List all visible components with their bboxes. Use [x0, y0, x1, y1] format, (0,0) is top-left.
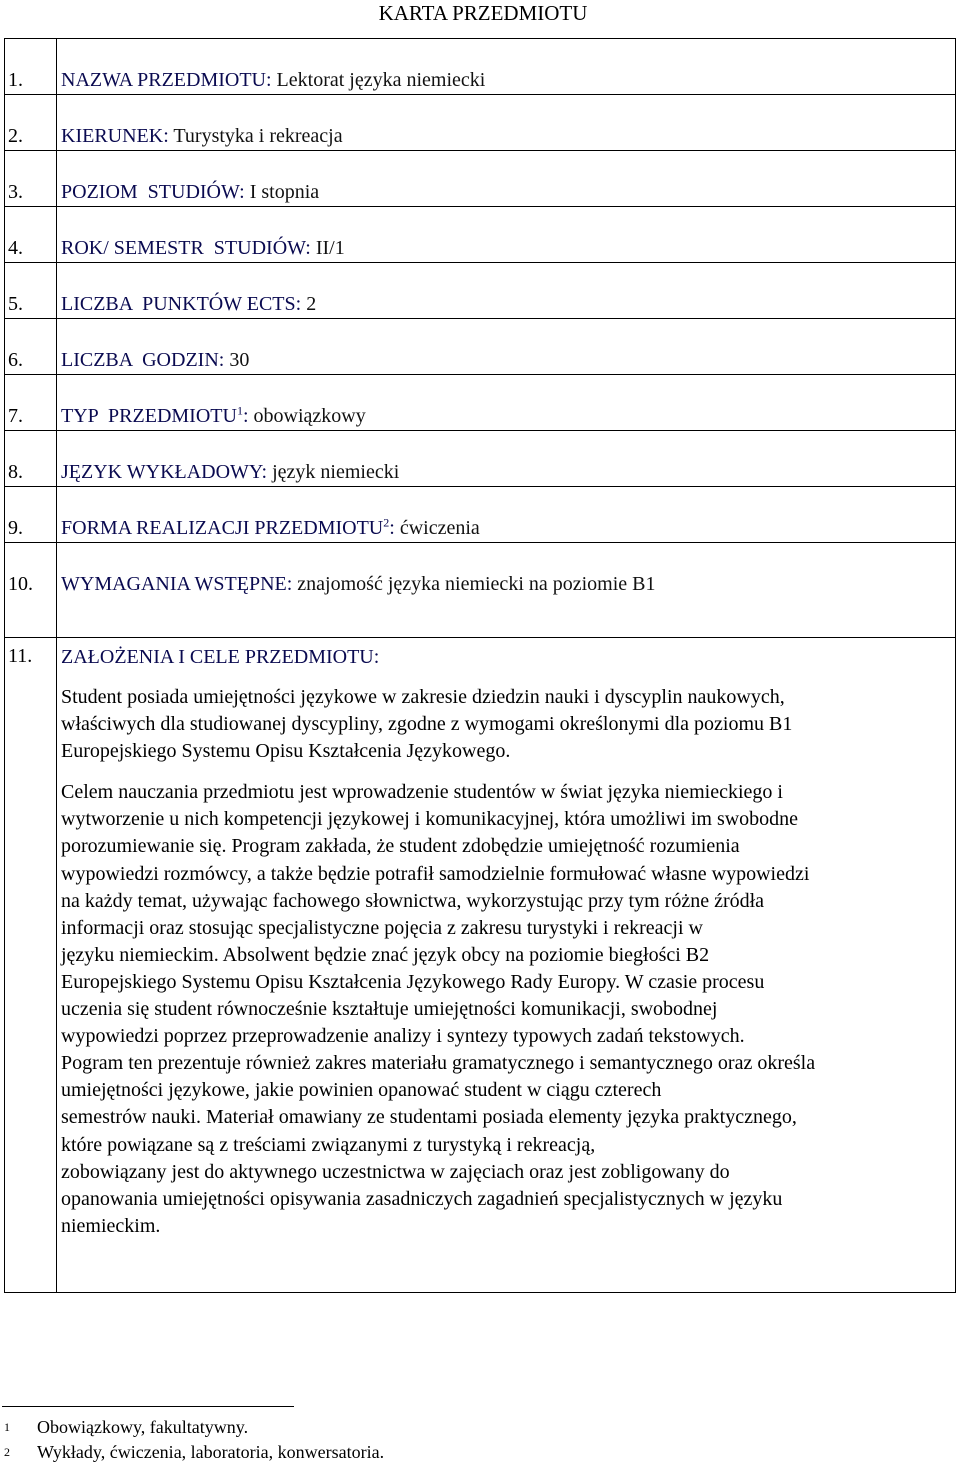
text-line: Europejskiego Systemu Opisu Kształcenia Językowego.: [61, 740, 511, 763]
document-title: KARTA PRZEDMIOTU: [378, 1, 588, 25]
item-value: I stopnia: [249, 181, 320, 203]
item-label: ROK/ SEMESTR STUDIÓW:: [61, 237, 311, 259]
item-label: NAZWA PRZEDMIOTU:: [61, 69, 272, 91]
item-value: znajomość języka niemiecki na poziomie B1: [297, 573, 656, 595]
item-value: język niemiecki: [272, 461, 400, 483]
footnote-ref: 1: [236, 403, 243, 418]
item-content: [57, 431, 956, 487]
subject-card-table: [4, 38, 956, 1293]
row-form: [5, 487, 956, 543]
item-number: 1.: [5, 39, 57, 95]
item-content: [57, 375, 956, 431]
item-label: FORMA REALIZACJI PRZEDMIOTU: [61, 517, 384, 539]
item-number: 7.: [5, 375, 57, 431]
footnote-1: [4, 1416, 248, 1438]
row-year-semester: [5, 207, 956, 263]
item-value: Lektorat języka niemiecki: [276, 69, 486, 91]
text-line: informacji oraz stosując specjalistyczne pojęcia z zakresu turystyki i rekreacji w: [61, 916, 703, 939]
text-line: semestrów nauki. Materiał omawiany ze studentami posiada elementy języka praktycznego,: [61, 1106, 797, 1129]
item-label-suffix: :: [242, 405, 249, 427]
row-field-of-study: [5, 95, 956, 151]
item-value: 30: [229, 349, 250, 371]
item-value: obowiązkowy: [253, 405, 366, 427]
text-line: uczenia się student równocześnie kształtuje umiejętności komunikacji, swobodnej: [61, 998, 718, 1021]
text-line: na każdy temat, używając fachowego słownictwa, wykorzystując przy tym różne źródła: [61, 889, 765, 912]
item-content: [57, 319, 956, 375]
text-line: które powiązane są z treściami związanymi z turystyką i rekreacją,: [61, 1133, 596, 1156]
text-line: właściwych dla studiowanej dyscypliny, zgodne z wymogami określonymi dla poziomu B1: [61, 713, 793, 736]
item-label: LICZBA PUNKTÓW ECTS:: [61, 293, 302, 315]
text-line: wypowiedzi poprzez przeprowadzenie analizy i syntezy typowych zadań tekstowych.: [61, 1025, 745, 1048]
footnote-number: 1: [4, 1420, 10, 1434]
item-label: WYMAGANIA WSTĘPNE:: [61, 573, 293, 595]
footnote-2: [4, 1441, 384, 1463]
text-line: umiejętności językowe, jakie powinien opanować student w ciągu czterech: [61, 1079, 662, 1102]
item-number: 6.: [5, 319, 57, 375]
footnote-text: Obowiązkowy, fakultatywny.: [37, 1417, 249, 1437]
item-content: [57, 487, 956, 543]
row-subject-name: [5, 39, 956, 95]
text-line: Celem nauczania przedmiotu jest wprowadzenie studentów w świat języka niemieckiego i: [61, 781, 783, 804]
item-label: JĘZYK WYKŁADOWY:: [61, 461, 268, 483]
text-line: niemieckim.: [61, 1214, 161, 1237]
item-content: [57, 39, 956, 95]
item-number: 9.: [5, 487, 57, 543]
row-study-level: [5, 151, 956, 207]
text-line: Student posiada umiejętności językowe w zakresie dziedzin nauki i dyscyplin naukowych,: [61, 686, 785, 708]
item-content: [57, 263, 956, 319]
item-content: [57, 151, 956, 207]
footnote-ref: 2: [383, 515, 390, 530]
text-line: języku niemieckim. Absolwent będzie znać język obcy na poziomie biegłości B2: [61, 943, 710, 966]
item-number: 10.: [5, 543, 57, 638]
item-label: LICZBA GODZIN:: [61, 349, 225, 371]
item-label: KIERUNEK:: [61, 125, 169, 147]
row-prerequisites: [5, 543, 956, 638]
item-content: [57, 207, 956, 263]
footnote-text: Wykłady, ćwiczenia, laboratoria, konwersatoria.: [37, 1442, 385, 1462]
item-number: 4.: [5, 207, 57, 263]
text-line: Europejskiego Systemu Opisu Kształcenia Językowego Rady Europy. W czasie procesu: [61, 970, 765, 993]
goals-heading: ZAŁOŻENIA I CELE PRZEDMIOTU:: [61, 646, 380, 668]
item-content: [57, 543, 956, 638]
footnote-separator: [2, 1406, 294, 1407]
goals-paragraph-2: [61, 779, 955, 1240]
item-label: POZIOM STUDIÓW:: [61, 181, 245, 203]
row-goals: [5, 638, 956, 1293]
item-number: 8.: [5, 431, 57, 487]
item-label: TYP PRZEDMIOTU: [61, 405, 237, 427]
item-value: Turystyka i rekreacja: [173, 125, 343, 147]
item-content: [57, 95, 956, 151]
footnote-number: 2: [4, 1445, 10, 1459]
item-number: 3.: [5, 151, 57, 207]
text-line: opanowania umiejętności opisywania zasadniczych zagadnień specjalistycznych w języku: [61, 1187, 783, 1210]
text-line: wypowiedzi rozmówcy, a także będzie potrafił samodzielnie formułować własne wypowiedzi: [61, 862, 810, 885]
item-label-suffix: :: [389, 517, 395, 539]
goals-content: [57, 638, 956, 1293]
item-value: 2: [306, 293, 317, 315]
text-line: zobowiązany jest do aktywnego uczestnictwa w zajęciach oraz jest zobligowany do: [61, 1160, 730, 1183]
item-value: II/1: [315, 237, 345, 259]
text-line: Pogram ten prezentuje również zakres materiału gramatycznego i semantycznego oraz określa: [61, 1052, 816, 1075]
goals-paragraph-1: [61, 684, 955, 765]
row-language: [5, 431, 956, 487]
text-line: wytworzenie u nich kompetencji językowej i komunikacyjnej, która umożliwi im swobodne: [61, 808, 799, 831]
text-line: porozumiewanie się. Program zakłada, że student zdobędzie umiejętność rozumienia: [61, 835, 740, 858]
row-ects-points: [5, 263, 956, 319]
item-value: ćwiczenia: [399, 517, 480, 539]
item-number: 2.: [5, 95, 57, 151]
row-subject-type: [5, 375, 956, 431]
item-number: 11.: [5, 638, 57, 1293]
item-number: 5.: [5, 263, 57, 319]
row-hours: [5, 319, 956, 375]
